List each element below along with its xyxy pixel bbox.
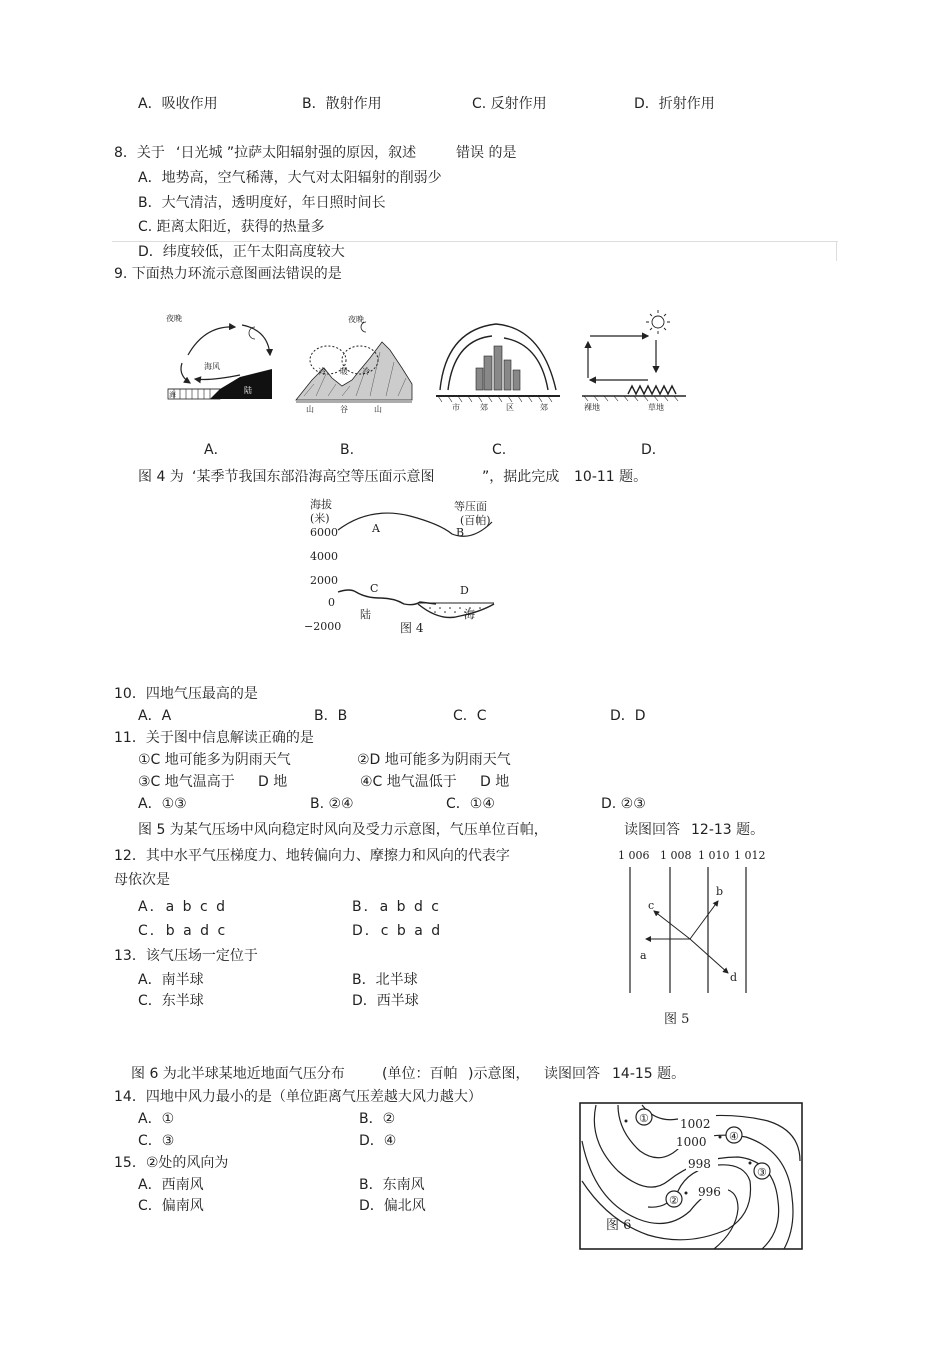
fig5-intro-2: 读图回答 bbox=[624, 822, 680, 838]
q9-stem: 9. 下面热力环流示意图画法错误的是 bbox=[114, 266, 342, 282]
fig5-isobar-1010: 1 010 bbox=[698, 849, 730, 862]
q7-option-a: A．吸收作用 bbox=[138, 96, 218, 112]
q9-option-c: C. bbox=[492, 442, 507, 458]
fig5-intro-3: 12-13 题。 bbox=[691, 822, 765, 838]
q8-option-d: D．纬度较低，正午太阳高度较大 bbox=[138, 244, 345, 260]
fig-b-cold-1: 冷 bbox=[318, 367, 326, 376]
q12-option-b: B．a b d c bbox=[352, 899, 442, 915]
fig6-isobar-1002: 1002 bbox=[680, 1117, 711, 1131]
q9-figure-d bbox=[578, 306, 690, 414]
fig4-land-surface bbox=[338, 590, 436, 605]
fig4-ylabel-2: (米) bbox=[310, 512, 330, 525]
q14-stem: 14．四地中风力最小的是（单位距离气压差越大风力越大） bbox=[114, 1089, 482, 1105]
q14-option-d: D．④ bbox=[359, 1133, 397, 1149]
fig-c-label-3: 区 bbox=[506, 403, 514, 412]
q13-stem: 13．该气压场一定位于 bbox=[114, 948, 258, 964]
fig6-intro-5: 14-15 题。 bbox=[612, 1066, 686, 1082]
q10-option-a: A．A bbox=[138, 708, 172, 724]
q11-stem: 11．关于图中信息解读正确的是 bbox=[114, 730, 314, 746]
fig-d-bare-label: 裸地 bbox=[584, 403, 600, 412]
fig-b-cold-2: 冷 bbox=[362, 367, 370, 376]
q12-stem-2: 母依次是 bbox=[114, 872, 170, 888]
q8-stem-2: ‘日光城 ”拉萨太阳辐射强的原因，叙述 bbox=[176, 145, 417, 161]
q13-option-c: C．东半球 bbox=[138, 993, 204, 1009]
fig6-intro-4: 读图回答 bbox=[544, 1066, 600, 1082]
fig4-intro-1: 图 4 为 bbox=[138, 469, 184, 485]
fig-c-label-1: 市 bbox=[452, 403, 460, 412]
q9-figure-a bbox=[160, 305, 282, 413]
fig-a-wind-label: 海风 bbox=[204, 362, 220, 371]
q12-stem-1: 12．其中水平气压梯度力、地转偏向力、摩擦力和风向的代表字 bbox=[114, 848, 510, 864]
q9-figure-c bbox=[432, 310, 564, 414]
q10-option-d: D．D bbox=[610, 708, 646, 724]
q7-option-d: D．折射作用 bbox=[634, 96, 715, 112]
fig5-label-c: c bbox=[648, 899, 655, 912]
q8-option-b: B．大气清洁，透明度好，年日照时间长 bbox=[138, 195, 386, 211]
q12-option-a: A．a b c d bbox=[138, 899, 227, 915]
q11-option-a: A．①③ bbox=[138, 796, 187, 812]
q11-option-d: D. ②③ bbox=[601, 796, 646, 812]
figure-4 bbox=[300, 494, 510, 644]
q9-option-b: B. bbox=[340, 442, 355, 458]
fig6-intro-2: (单位：百帕 bbox=[382, 1066, 458, 1082]
fig4-point-b: B bbox=[456, 526, 465, 539]
fig4-sea-label: 海 bbox=[464, 608, 475, 621]
fig4-intro-4: 10-11 题。 bbox=[574, 469, 648, 485]
fig4-tick-2000: 2000 bbox=[310, 574, 338, 587]
fig4-isobar-2: (百帕) bbox=[460, 514, 491, 527]
fig4-tick-6000: 6000 bbox=[310, 526, 338, 539]
q14-option-a: A．① bbox=[138, 1111, 175, 1127]
q15-option-a: A．西南风 bbox=[138, 1177, 204, 1193]
fig4-tick-0: 0 bbox=[328, 596, 335, 609]
fig6-point-1: ① bbox=[639, 1112, 649, 1125]
q12-option-d: D．c b a d bbox=[352, 923, 443, 939]
q11-statement-1: ①C 地可能多为阴雨天气 bbox=[138, 752, 291, 768]
fig4-tick-4000: 4000 bbox=[310, 550, 338, 563]
fig5-label-a: a bbox=[640, 949, 647, 962]
q11-option-c: C．①④ bbox=[446, 796, 495, 812]
fig4-intro-2: ‘某季节我国东部沿海高空等压面示意图 bbox=[192, 469, 435, 485]
q11-statement-4b: D 地 bbox=[480, 774, 510, 790]
fig-c-label-2: 郊 bbox=[480, 403, 488, 412]
fig4-caption: 图 4 bbox=[400, 621, 424, 635]
q11-option-b: B. ②④ bbox=[310, 796, 354, 812]
q10-stem: 10．四地气压最高的是 bbox=[114, 686, 258, 702]
fig6-point-2: ② bbox=[669, 1194, 679, 1207]
divider-line bbox=[112, 241, 838, 242]
fig6-point-3: ③ bbox=[757, 1166, 767, 1179]
fig5-label-d: d bbox=[730, 971, 738, 984]
q11-statement-3b: D 地 bbox=[258, 774, 288, 790]
q9-figure-b bbox=[294, 308, 416, 416]
figure-6 bbox=[578, 1101, 806, 1253]
q8-stem-1: 8．关于 bbox=[114, 145, 165, 161]
fig-a-sea-label: 海 bbox=[169, 391, 176, 399]
fig-c-label-4: 郊 bbox=[540, 403, 548, 412]
fig4-isobar-1: 等压面 bbox=[454, 500, 487, 513]
fig5-intro-1: 图 5 为某气压场中风向稳定时风向及受力示意图，气压单位百帕， bbox=[138, 822, 548, 838]
q13-option-d: D．西半球 bbox=[352, 993, 419, 1009]
fig4-point-a: A bbox=[372, 522, 380, 535]
fig6-isobar-1000: 1000 bbox=[676, 1135, 707, 1149]
q8-option-a: A．地势高，空气稀薄，大气对太阳辐射的削弱少 bbox=[138, 170, 442, 186]
q12-option-c: C．b a d c bbox=[138, 923, 228, 939]
q9-option-d: D． bbox=[641, 442, 666, 458]
q10-option-c: C．C bbox=[453, 708, 487, 724]
fig-a-night-label: 夜晚 bbox=[166, 314, 182, 323]
fig4-point-c: C bbox=[370, 582, 379, 595]
fig5-caption: 图 5 bbox=[664, 1012, 690, 1027]
q15-option-d: D．偏北风 bbox=[359, 1198, 426, 1214]
fig5-isobar-1008: 1 008 bbox=[660, 849, 692, 862]
fig-b-night-label: 夜晚 bbox=[348, 315, 364, 324]
q11-statement-3: ③C 地气温高于 bbox=[138, 774, 235, 790]
q7-option-b: B．散射作用 bbox=[302, 96, 382, 112]
fig4-point-d: D bbox=[460, 584, 469, 597]
figure-5 bbox=[610, 845, 770, 1035]
q15-option-b: B．东南风 bbox=[359, 1177, 425, 1193]
fig6-point-4: ④ bbox=[729, 1130, 739, 1143]
fig6-intro-1: 图 6 为北半球某地近地面气压分布 bbox=[131, 1066, 345, 1082]
fig-b-warm: 暖 bbox=[340, 367, 348, 376]
q11-statement-4: ④C 地气温低于 bbox=[360, 774, 457, 790]
q11-statement-2: ②D 地可能多为阴雨天气 bbox=[357, 752, 511, 768]
fig-a-land-label: 陆 bbox=[244, 386, 252, 395]
q14-option-b: B．② bbox=[359, 1111, 396, 1127]
fig5-isobar-1012: 1 012 bbox=[734, 849, 766, 862]
q9-option-a: A． bbox=[204, 442, 228, 458]
fig6-isobar-998: 998 bbox=[688, 1157, 711, 1171]
fig6-isobar-996: 996 bbox=[698, 1185, 721, 1199]
q13-option-a: A．南半球 bbox=[138, 972, 204, 988]
fig-b-valley: 谷 bbox=[340, 405, 348, 414]
fig4-tick-neg2000: −2000 bbox=[304, 620, 342, 633]
q8-stem-3: 错误 的是 bbox=[456, 145, 517, 161]
fig6-intro-3: )示意图， bbox=[468, 1066, 530, 1082]
q14-option-c: C．③ bbox=[138, 1133, 175, 1149]
q15-stem: 15．②处的风向为 bbox=[114, 1155, 229, 1171]
fig4-ylabel-1: 海拔 bbox=[310, 498, 332, 511]
q10-option-b: B．B bbox=[314, 708, 348, 724]
fig6-caption: 图 6 bbox=[606, 1218, 632, 1233]
fig-d-grass-label: 草地 bbox=[648, 403, 664, 412]
fig4-intro-3: ”，据此完成 bbox=[482, 469, 560, 485]
fig5-isobar-1006: 1 006 bbox=[618, 849, 650, 862]
sun-icon bbox=[646, 310, 670, 334]
q8-option-c: C. 距离太阳近，获得的热量多 bbox=[138, 219, 325, 235]
divider-tick bbox=[836, 241, 837, 261]
fig5-label-b: b bbox=[716, 885, 724, 898]
q13-option-b: B．北半球 bbox=[352, 972, 418, 988]
q7-option-c: C. 反射作用 bbox=[472, 96, 547, 112]
q15-option-c: C．偏南风 bbox=[138, 1198, 204, 1214]
fig4-land-label: 陆 bbox=[360, 608, 371, 621]
fig-b-mountain-2: 山 bbox=[374, 405, 382, 414]
fig-b-mountain-1: 山 bbox=[306, 405, 314, 414]
